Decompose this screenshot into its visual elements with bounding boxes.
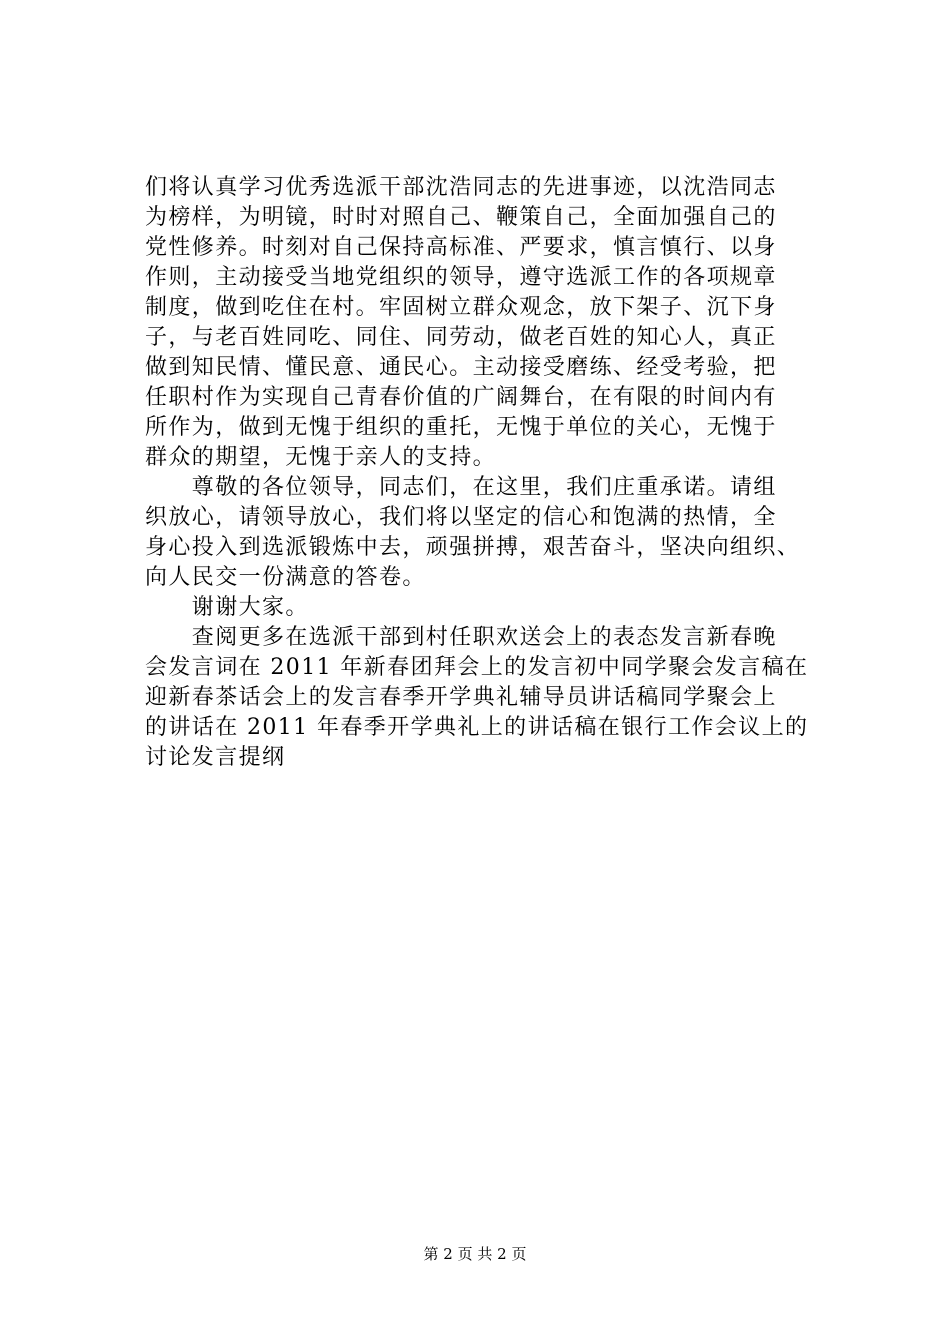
text-line: 尊敬的各位领导，同志们，在这里，我们庄重承诺。请组 xyxy=(145,475,777,500)
text-line: 制度，做到吃住在村。牢固树立群众观念，放下架子、沉下身 xyxy=(145,295,777,320)
text-line: 党性修养。时刻对自己保持高标准、严要求，慎言慎行、以身 xyxy=(145,235,777,260)
text-line: 迎新春茶话会上的发言春季开学典礼辅导员讲话稿同学聚会上 xyxy=(145,685,777,710)
page-number-footer: 第 2 页 共 2 页 xyxy=(423,1245,527,1263)
document-body xyxy=(145,173,845,773)
text-line: 查阅更多在选派干部到村任职欢送会上的表态发言新春晚 xyxy=(145,625,777,650)
text-line: 会发言词在 2011 年新春团拜会上的发言初中同学聚会发言稿在 xyxy=(145,655,809,680)
text-line: 讨论发言提纲 xyxy=(145,745,286,770)
text-line: 织放心，请领导放心，我们将以坚定的信心和饱满的热情，全 xyxy=(145,505,777,530)
text-line: 子，与老百姓同吃、同住、同劳动，做老百姓的知心人，真正 xyxy=(145,325,777,350)
text-line: 做到知民情、懂民意、通民心。主动接受磨练、经受考验，把 xyxy=(145,355,777,380)
text-line: 群众的期望，无愧于亲人的支持。 xyxy=(145,445,497,470)
text-line: 所作为，做到无愧于组织的重托，无愧于单位的关心，无愧于 xyxy=(145,415,777,440)
text-line: 任职村作为实现自己青春价值的广阔舞台，在有限的时间内有 xyxy=(145,385,777,410)
text-line: 向人民交一份满意的答卷。 xyxy=(145,565,426,590)
text-line: 作则，主动接受当地党组织的领导，遵守选派工作的各项规章 xyxy=(145,265,777,290)
text-line: 谢谢大家。 xyxy=(145,595,309,620)
text-line: 为榜样，为明镜，时时对照自己、鞭策自己，全面加强自己的 xyxy=(145,205,777,230)
text-line: 们将认真学习优秀选派干部沈浩同志的先进事迹，以沈浩同志 xyxy=(145,175,777,200)
text-line: 的讲话在 2011 年春季开学典礼上的讲话稿在银行工作会议上的 xyxy=(145,715,809,740)
text-line: 身心投入到选派锻炼中去，顽强拼搏，艰苦奋斗，坚决向组织、 xyxy=(145,535,801,560)
